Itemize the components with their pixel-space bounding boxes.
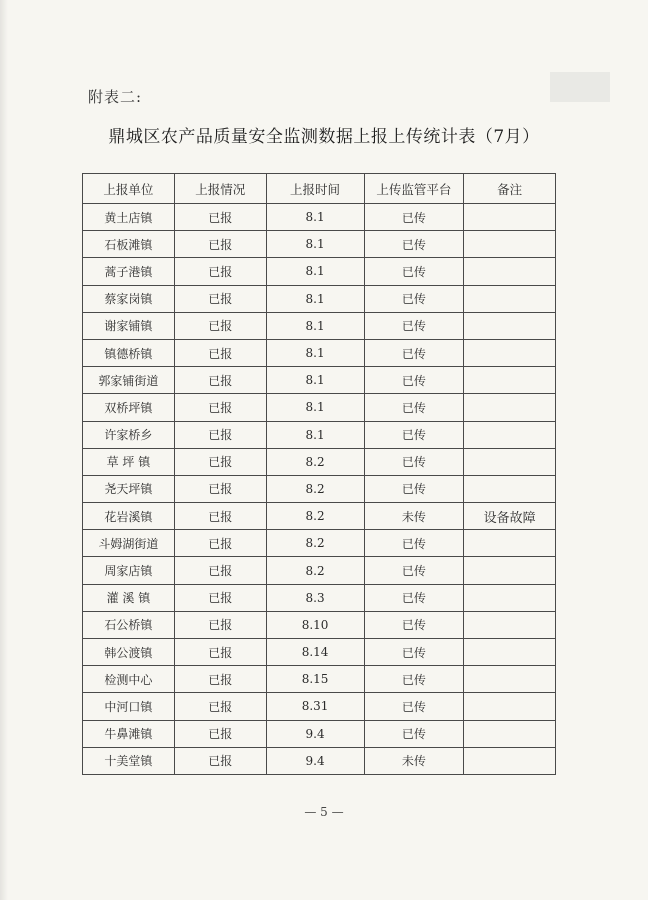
table-row xyxy=(83,503,556,530)
cell-time: 8.2 xyxy=(266,557,364,584)
header-time: 上报时间 xyxy=(266,174,364,204)
cell-time: 8.1 xyxy=(266,367,364,394)
cell-time: 8.15 xyxy=(266,666,364,693)
cell-status: 已报 xyxy=(174,448,266,475)
report-table xyxy=(82,173,556,775)
cell-status: 已报 xyxy=(174,231,266,258)
cell-time: 8.2 xyxy=(266,448,364,475)
cell-status: 已报 xyxy=(174,503,266,530)
cell-unit: 蒿子港镇 xyxy=(83,258,175,285)
cell-time: 8.31 xyxy=(266,693,364,720)
cell-unit: 郭家铺街道 xyxy=(83,367,175,394)
cell-upload: 已传 xyxy=(364,666,464,693)
table-row xyxy=(83,557,556,584)
cell-upload: 已传 xyxy=(364,611,464,638)
table-header-row xyxy=(83,174,556,204)
cell-unit: 石公桥镇 xyxy=(83,611,175,638)
cell-status: 已报 xyxy=(174,720,266,747)
cell-remark xyxy=(464,258,556,285)
cell-upload: 已传 xyxy=(364,312,464,339)
cell-remark xyxy=(464,693,556,720)
cell-unit: 斗姆湖街道 xyxy=(83,530,175,557)
cell-time: 8.10 xyxy=(266,611,364,638)
cell-time: 9.4 xyxy=(266,747,364,774)
table-row xyxy=(83,339,556,366)
cell-time: 8.2 xyxy=(266,503,364,530)
table-row xyxy=(83,285,556,312)
table-row xyxy=(83,421,556,448)
cell-upload: 已传 xyxy=(364,584,464,611)
cell-remark: 设备故障 xyxy=(464,503,556,530)
cell-time: 8.2 xyxy=(266,475,364,502)
cell-remark xyxy=(464,367,556,394)
cell-time: 8.3 xyxy=(266,584,364,611)
cell-status: 已报 xyxy=(174,367,266,394)
cell-remark xyxy=(464,639,556,666)
cell-status: 已报 xyxy=(174,258,266,285)
cell-status: 已报 xyxy=(174,611,266,638)
bleed-through-mark xyxy=(550,72,610,102)
cell-time: 8.1 xyxy=(266,258,364,285)
table-row xyxy=(83,693,556,720)
cell-remark xyxy=(464,421,556,448)
cell-unit: 灌 溪 镇 xyxy=(83,584,175,611)
table-row xyxy=(83,394,556,421)
cell-upload: 已传 xyxy=(364,339,464,366)
cell-unit: 检测中心 xyxy=(83,666,175,693)
cell-time: 8.2 xyxy=(266,530,364,557)
table-row xyxy=(83,258,556,285)
cell-upload: 已传 xyxy=(364,258,464,285)
cell-time: 8.1 xyxy=(266,285,364,312)
cell-time: 8.1 xyxy=(266,421,364,448)
cell-unit: 许家桥乡 xyxy=(83,421,175,448)
cell-upload: 已传 xyxy=(364,421,464,448)
cell-status: 已报 xyxy=(174,693,266,720)
cell-upload: 已传 xyxy=(364,720,464,747)
cell-remark xyxy=(464,285,556,312)
table-row xyxy=(83,584,556,611)
cell-unit: 双桥坪镇 xyxy=(83,394,175,421)
cell-status: 已报 xyxy=(174,421,266,448)
cell-upload: 未传 xyxy=(364,747,464,774)
cell-remark xyxy=(464,231,556,258)
cell-remark xyxy=(464,312,556,339)
cell-remark xyxy=(464,666,556,693)
cell-unit: 谢家铺镇 xyxy=(83,312,175,339)
page-title: 鼎城区农产品质量安全监测数据上报上传统计表（7月） xyxy=(108,127,540,147)
cell-unit: 牛鼻滩镇 xyxy=(83,720,175,747)
cell-remark xyxy=(464,747,556,774)
cell-unit: 花岩溪镇 xyxy=(83,503,175,530)
page-number: — 5 — xyxy=(304,805,344,819)
table-row xyxy=(83,747,556,774)
cell-upload: 已传 xyxy=(364,448,464,475)
cell-remark xyxy=(464,584,556,611)
header-status: 上报情况 xyxy=(174,174,266,204)
table-row xyxy=(83,639,556,666)
table-row xyxy=(83,720,556,747)
cell-status: 已报 xyxy=(174,204,266,231)
cell-status: 已报 xyxy=(174,339,266,366)
cell-status: 已报 xyxy=(174,639,266,666)
cell-unit: 黄土店镇 xyxy=(83,204,175,231)
cell-upload: 已传 xyxy=(364,367,464,394)
cell-time: 8.1 xyxy=(266,231,364,258)
cell-upload: 已传 xyxy=(364,394,464,421)
table-row xyxy=(83,312,556,339)
cell-unit: 周家店镇 xyxy=(83,557,175,584)
cell-remark xyxy=(464,530,556,557)
header-remark: 备注 xyxy=(464,174,556,204)
cell-status: 已报 xyxy=(174,285,266,312)
header-unit: 上报单位 xyxy=(83,174,175,204)
cell-time: 8.1 xyxy=(266,339,364,366)
cell-unit: 尧天坪镇 xyxy=(83,475,175,502)
cell-status: 已报 xyxy=(174,747,266,774)
cell-time: 8.14 xyxy=(266,639,364,666)
cell-upload: 已传 xyxy=(364,639,464,666)
cell-upload: 已传 xyxy=(364,204,464,231)
cell-upload: 已传 xyxy=(364,530,464,557)
cell-status: 已报 xyxy=(174,312,266,339)
cell-upload: 已传 xyxy=(364,557,464,584)
cell-remark xyxy=(464,720,556,747)
cell-status: 已报 xyxy=(174,475,266,502)
table-body xyxy=(83,204,556,775)
header-upload: 上传监管平台 xyxy=(364,174,464,204)
cell-time: 9.4 xyxy=(266,720,364,747)
cell-time: 8.1 xyxy=(266,204,364,231)
cell-status: 已报 xyxy=(174,394,266,421)
cell-remark xyxy=(464,448,556,475)
cell-unit: 草 坪 镇 xyxy=(83,448,175,475)
cell-unit: 韩公渡镇 xyxy=(83,639,175,666)
cell-unit: 石板滩镇 xyxy=(83,231,175,258)
table-row xyxy=(83,666,556,693)
cell-upload: 未传 xyxy=(364,503,464,530)
cell-remark xyxy=(464,557,556,584)
cell-unit: 蔡家岗镇 xyxy=(83,285,175,312)
cell-unit: 镇德桥镇 xyxy=(83,339,175,366)
cell-upload: 已传 xyxy=(364,475,464,502)
table-row xyxy=(83,204,556,231)
cell-status: 已报 xyxy=(174,530,266,557)
cell-time: 8.1 xyxy=(266,394,364,421)
cell-unit: 中河口镇 xyxy=(83,693,175,720)
table-row xyxy=(83,475,556,502)
table-row xyxy=(83,448,556,475)
cell-upload: 已传 xyxy=(364,231,464,258)
cell-status: 已报 xyxy=(174,666,266,693)
cell-status: 已报 xyxy=(174,557,266,584)
cell-time: 8.1 xyxy=(266,312,364,339)
appendix-label: 附表二: xyxy=(88,88,143,106)
cell-unit: 十美堂镇 xyxy=(83,747,175,774)
cell-status: 已报 xyxy=(174,584,266,611)
cell-remark xyxy=(464,204,556,231)
table-row xyxy=(83,530,556,557)
table-row xyxy=(83,367,556,394)
cell-remark xyxy=(464,339,556,366)
cell-remark xyxy=(464,475,556,502)
cell-upload: 已传 xyxy=(364,693,464,720)
cell-upload: 已传 xyxy=(364,285,464,312)
table-row xyxy=(83,231,556,258)
cell-remark xyxy=(464,611,556,638)
table-row xyxy=(83,611,556,638)
cell-remark xyxy=(464,394,556,421)
